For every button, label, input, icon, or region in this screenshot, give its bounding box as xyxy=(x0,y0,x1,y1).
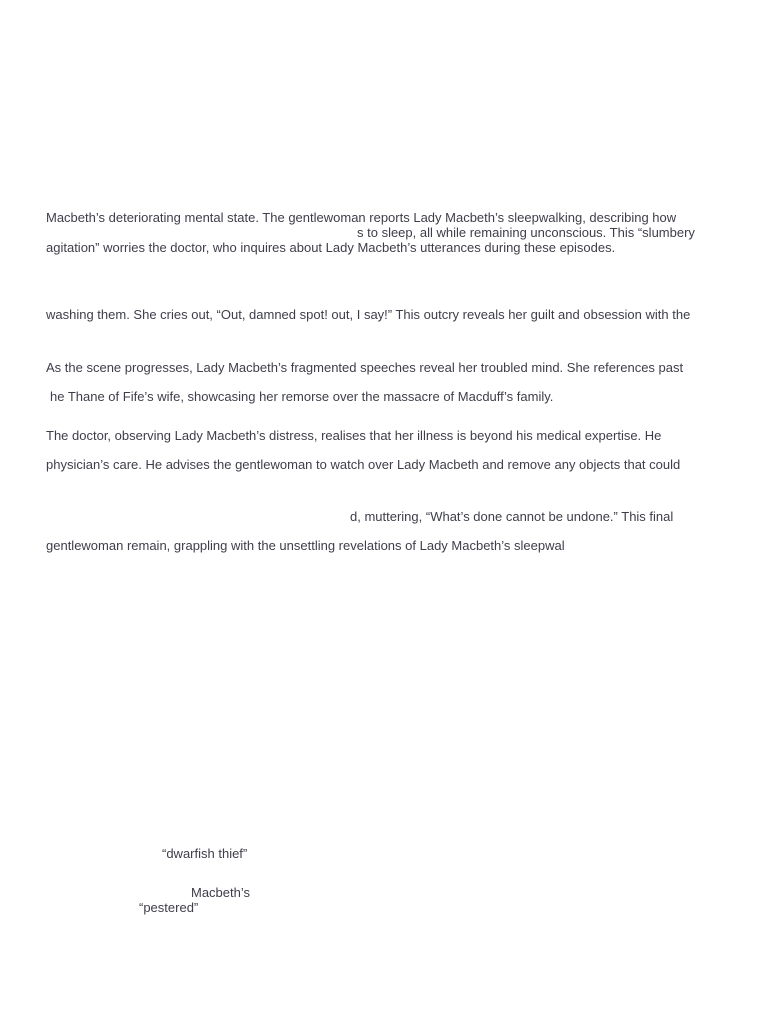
text-line: d, muttering, “What’s done cannot be undone.” This final xyxy=(350,509,674,524)
text-line: gentlewoman remain, grappling with the unsettling revelations of Lady Macbeth’s sleepwal xyxy=(46,538,565,553)
text-line: Macbeth’s deteriorating mental state. The gentlewoman reports Lady Macbeth’s sleepwalking, describing how xyxy=(46,210,677,225)
text-line: washing them. She cries out, “Out, damned spot! out, I say!” This outcry reveals her guilt and obsession with the xyxy=(46,307,691,322)
text-fragment: Macbeth’s xyxy=(191,885,251,900)
text-line: As the scene progresses, Lady Macbeth’s fragmented speeches reveal her troubled mind. She references past xyxy=(46,360,684,375)
text-line: agitation” worries the doctor, who inquires about Lady Macbeth’s utterances during these episodes. xyxy=(46,240,616,255)
text-fragment: “pestered” xyxy=(139,900,199,915)
text-line: he Thane of Fife’s wife, showcasing her remorse over the massacre of Macduff’s family. xyxy=(50,389,554,404)
text-fragment: “dwarfish thief” xyxy=(162,846,248,861)
text-line: The doctor, observing Lady Macbeth’s distress, realises that her illness is beyond his medical expertise. He xyxy=(46,428,662,443)
text-line: s to sleep, all while remaining unconscious. This “slumbery xyxy=(357,225,695,240)
text-line: physician’s care. He advises the gentlewoman to watch over Lady Macbeth and remove any objects that could xyxy=(46,457,681,472)
